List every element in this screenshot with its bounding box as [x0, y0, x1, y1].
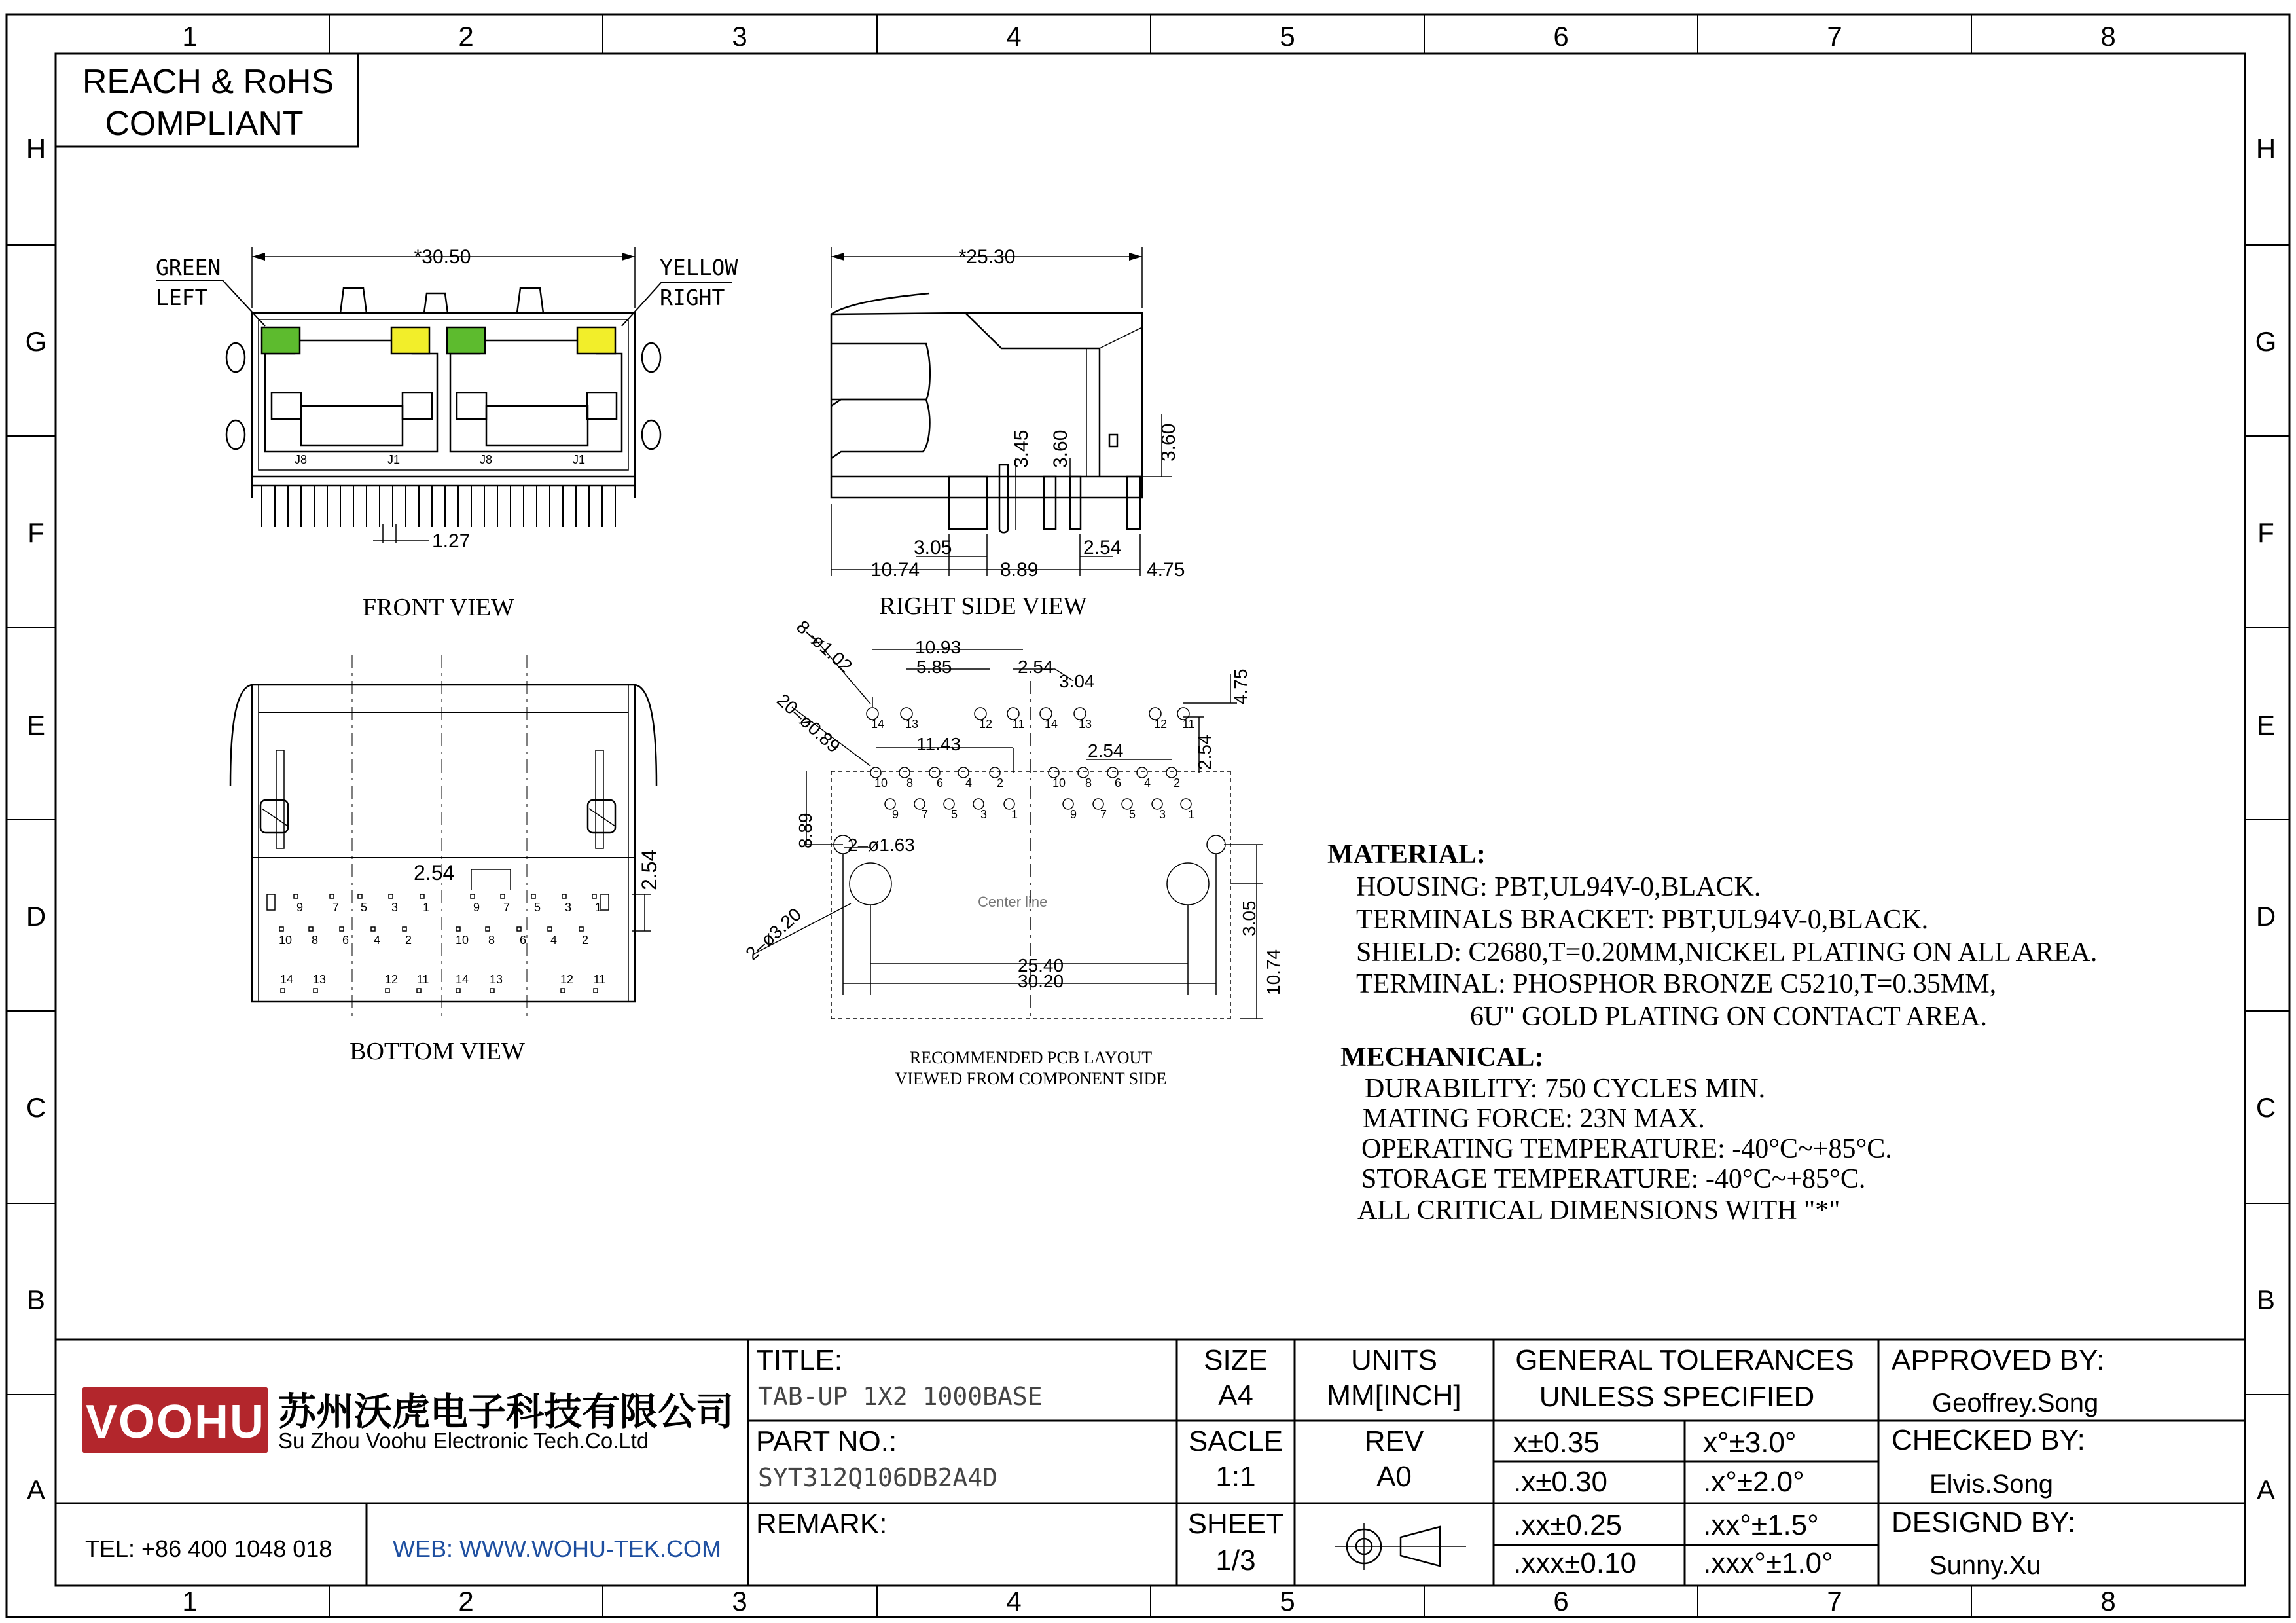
design-label: DESIGND BY:: [1892, 1506, 2076, 1539]
pcb-centerline-label: Center line: [978, 894, 1048, 910]
row-label-left: G: [25, 326, 47, 357]
pcb-pin-label: 11: [1182, 718, 1195, 731]
pcb-pin-label: 5: [1128, 808, 1136, 821]
part-value: SYT312Q106DB2A4D: [758, 1463, 998, 1492]
bottom-pin-pad: [517, 927, 521, 931]
units-value: MM[INCH]: [1327, 1379, 1462, 1412]
row-label-right: C: [2255, 1092, 2276, 1123]
bottom-pin-pad: [389, 894, 393, 898]
scale-value: 1:1: [1215, 1461, 1256, 1493]
bottom-pin-label: 9: [473, 901, 480, 914]
bottom-pin-label: 14: [455, 973, 469, 986]
bottom-pin-label: 4: [373, 934, 381, 947]
material-line: TERMINAL: PHOSPHOR BRONZE C5210,T=0.35MM,: [1356, 969, 1997, 999]
mechanical-line: ALL CRITICAL DIMENSIONS WITH "*": [1357, 1195, 1840, 1226]
col-label-top: 2: [458, 21, 474, 52]
row-label-left: F: [27, 517, 45, 548]
bottom-pin-pad: [579, 927, 583, 931]
pcb-pin-label: 12: [978, 718, 993, 731]
title-value: TAB-UP 1X2 1000BASE: [758, 1382, 1043, 1411]
side-depth-dim: *25.30: [958, 246, 1016, 268]
bottom-pin-label: 11: [593, 973, 606, 986]
front-j1-left: J1: [387, 453, 401, 466]
part-label: PART NO.:: [756, 1425, 897, 1457]
pcb-dim-3020: 30.20: [1018, 971, 1064, 991]
right-label: RIGHT: [660, 285, 725, 310]
tolerance-line2: UNLESS SPECIFIED: [1539, 1381, 1815, 1413]
title-label: TITLE:: [756, 1344, 843, 1376]
bottom-pin-label: 6: [519, 934, 527, 947]
row-label-left: A: [26, 1474, 46, 1505]
bottom-pin-pad: [294, 894, 298, 898]
material-line: HOUSING: PBT,UL94V-0,BLACK.: [1356, 872, 1761, 902]
pcb-pin-label: 3: [980, 808, 988, 821]
sheet-value: 1/3: [1215, 1544, 1256, 1577]
bottom-pin-pad: [562, 894, 566, 898]
bottom-pin-label: 4: [550, 934, 558, 947]
bottom-pin-label: 3: [564, 901, 572, 914]
compliance-box: [56, 54, 358, 147]
bottom-pin-pad: [471, 894, 475, 898]
bottom-pin-label: 9: [296, 901, 304, 914]
pcb-pin-label: 2: [996, 776, 1004, 790]
right-side-view: [831, 247, 1172, 576]
row-label-left: B: [26, 1285, 46, 1315]
pcb-dim-254c: 2.54: [1088, 740, 1124, 761]
bottom-pin-pad: [417, 989, 421, 993]
tol-linear: .x±0.30: [1513, 1466, 1608, 1498]
pcb-pin-label: 6: [936, 776, 944, 790]
bottom-pin-label: 7: [332, 901, 340, 914]
mechanical-line: STORAGE TEMPERATURE: -40°C~+85°C.: [1361, 1164, 1866, 1194]
pcb-pin-label: 14: [1044, 718, 1058, 731]
col-label-top: 5: [1280, 21, 1295, 52]
tolerance-line1: GENERAL TOLERANCES: [1515, 1344, 1854, 1376]
col-label-bottom: 7: [1827, 1586, 1842, 1616]
company-name-en: Su Zhou Voohu Electronic Tech.Co.Ltd: [278, 1429, 649, 1453]
pcb-hole3-label: 2–ø1.63: [848, 835, 915, 855]
voohu-logo: [82, 1387, 268, 1453]
pcb-pin-label: 6: [1114, 776, 1122, 790]
bottom-pin-label: 13: [312, 973, 327, 986]
pcb-layout-labels: [742, 616, 1283, 1088]
bottom-pin-pad: [371, 927, 375, 931]
tol-linear: .xxx±0.10: [1513, 1547, 1637, 1579]
front-pitch-dim: 1.27: [432, 530, 471, 552]
pcb-layout: [753, 635, 1263, 1019]
bottom-pin-pad: [531, 894, 535, 898]
side-dim-360a: 3.60: [1050, 429, 1071, 468]
bottom-pin-pad: [592, 894, 596, 898]
front-view: [156, 247, 732, 527]
pcb-pin-label: 7: [921, 808, 929, 821]
sheet-label: SHEET: [1187, 1508, 1284, 1540]
compliance-line1: REACH & RoHS: [82, 63, 334, 101]
pcb-dim-585: 5.85: [916, 657, 952, 677]
bottom-pin-label: 8: [488, 934, 495, 947]
bottom-pin-pad: [456, 989, 460, 993]
material-heading: MATERIAL:: [1327, 839, 1486, 869]
col-label-bottom: 3: [732, 1586, 747, 1616]
bottom-pin-pad: [594, 989, 598, 993]
pcb-pin-label: 13: [905, 718, 919, 731]
tol-linear: x±0.35: [1513, 1427, 1600, 1459]
pcb-pin-label: 9: [1069, 808, 1077, 821]
bottom-pin-pad: [358, 894, 362, 898]
row-label-right: B: [2256, 1285, 2276, 1315]
pcb-hole4-label: 2–ø3.20: [742, 903, 806, 964]
green-led-right: [447, 327, 485, 354]
col-label-top: 6: [1553, 21, 1569, 52]
col-label-top: 8: [2100, 21, 2116, 52]
pcb-pin-label: 8: [1085, 776, 1092, 790]
col-label-bottom: 1: [182, 1586, 198, 1616]
mechanical-heading: MECHANICAL:: [1340, 1042, 1544, 1072]
remark-label: REMARK:: [756, 1508, 888, 1540]
bottom-row-dim: 2.54: [637, 849, 661, 890]
side-dim-360b: 3.60: [1158, 423, 1179, 462]
pcb-dim-254a: 2.54: [1018, 657, 1054, 677]
side-dim-254: 2.54: [1083, 537, 1122, 558]
row-label-right: E: [2256, 710, 2276, 740]
bottom-pin-label: 5: [533, 901, 541, 914]
pcb-hole1-label: 8–ø1.02: [792, 616, 857, 677]
rev-value: A0: [1376, 1461, 1412, 1493]
checked-value: Elvis.Song: [1929, 1470, 2053, 1499]
tol-angular: x°±3.0°: [1703, 1427, 1797, 1459]
pcb-pin-label: 5: [950, 808, 958, 821]
bottom-pin-label: 14: [279, 973, 294, 986]
tol-linear: .xx±0.25: [1513, 1509, 1623, 1541]
col-label-bottom: 5: [1280, 1586, 1295, 1616]
bottom-pin-label: 13: [489, 973, 503, 986]
bottom-pin-label: 6: [342, 934, 350, 947]
title-block: [56, 1340, 2245, 1586]
projection-symbol-icon: [1335, 1523, 1466, 1570]
scale-label: SACLE: [1188, 1425, 1283, 1457]
row-label-left: D: [26, 901, 46, 932]
row-label-right: F: [2257, 517, 2274, 548]
size-value: A4: [1218, 1379, 1253, 1412]
bottom-pin-pad: [281, 989, 285, 993]
bottom-pin-label: 2: [581, 934, 589, 947]
pcb-dim-2540: 25.40: [1018, 955, 1064, 976]
rev-label: REV: [1364, 1425, 1424, 1457]
pcb-pin-label: 10: [874, 776, 888, 790]
row-label-right: G: [2255, 326, 2277, 357]
front-width-dim: *30.50: [414, 246, 471, 268]
bottom-view: [230, 655, 656, 1021]
side-dim-305: 3.05: [914, 537, 952, 558]
pcb-pin-label: 13: [1078, 718, 1092, 731]
side-dim-889: 8.89: [1000, 559, 1039, 581]
pcb-pin-label: 1: [1187, 808, 1195, 821]
pcb-caption-line1: RECOMMENDED PCB LAYOUT: [909, 1048, 1153, 1067]
row-label-left: E: [26, 710, 46, 740]
yellow-label: YELLOW: [660, 255, 738, 280]
bottom-pin-label: 2: [404, 934, 412, 947]
pcb-dim-475: 4.75: [1230, 668, 1251, 704]
side-dim-1074: 10.74: [870, 559, 920, 581]
tol-angular: .xx°±1.5°: [1703, 1509, 1819, 1541]
col-label-bottom: 2: [458, 1586, 474, 1616]
material-line: TERMINALS BRACKET: PBT,UL94V-0,BLACK.: [1356, 905, 1929, 935]
mechanical-line: MATING FORCE: 23N MAX.: [1363, 1104, 1705, 1134]
bottom-pin-label: 12: [560, 973, 574, 986]
pcb-dim-1093: 10.93: [915, 637, 961, 657]
bottom-pin-label: 1: [422, 901, 430, 914]
front-j8-left: J8: [295, 453, 308, 466]
col-label-top: 4: [1006, 21, 1022, 52]
pcb-dim-1074: 10.74: [1263, 949, 1283, 995]
bottom-pin-label: 8: [311, 934, 319, 947]
yellow-led-left: [391, 327, 429, 354]
row-label-right: H: [2255, 134, 2276, 164]
pcb-pin-label: 3: [1158, 808, 1166, 821]
col-label-bottom: 6: [1553, 1586, 1569, 1616]
bottom-pin-pad: [330, 894, 334, 898]
pcb-pin-label: 1: [1011, 808, 1018, 821]
pcb-pin-label: 4: [1143, 776, 1151, 790]
bottom-pin-label: 7: [503, 901, 511, 914]
row-label-left: C: [26, 1092, 46, 1123]
pcb-pin-label: 10: [1052, 776, 1066, 790]
company-name-cn: 苏州沃虎电子科技有限公司: [278, 1389, 734, 1434]
tol-angular: .xxx°±1.0°: [1703, 1547, 1833, 1579]
frame-labels: [26, 21, 2277, 1616]
bottom-pin-label: 5: [360, 901, 368, 914]
pcb-pin-label: 14: [870, 718, 885, 731]
pcb-pin-label: 12: [1153, 718, 1168, 731]
pcb-pin-label: 9: [891, 808, 899, 821]
material-notes: [1327, 839, 2097, 1032]
col-label-bottom: 4: [1006, 1586, 1022, 1616]
pcb-pin-label: 4: [965, 776, 973, 790]
pcb-dim-889: 8.89: [795, 812, 816, 848]
mechanical-notes: [1340, 1042, 1892, 1226]
bottom-pin-label: 11: [416, 973, 429, 986]
bottom-view-labels: [279, 850, 661, 1065]
bottom-pin-pad: [456, 927, 460, 931]
approved-value: Geoffrey.Song: [1932, 1389, 2099, 1417]
green-label: GREEN: [156, 255, 221, 280]
front-j8-right: J8: [480, 453, 493, 466]
material-line: SHIELD: C2680,T=0.20MM,NICKEL PLATING ON ALL AREA.: [1356, 938, 2098, 968]
right-side-caption: RIGHT SIDE VIEW: [879, 593, 1087, 620]
compliance-line2: COMPLIANT: [105, 105, 304, 143]
pcb-dim-304: 3.04: [1059, 671, 1095, 691]
drawing-frame: [7, 14, 2289, 1617]
right-side-view-labels: [870, 246, 1185, 620]
web-text: WEB: WWW.WOHU-TEK.COM: [393, 1535, 721, 1562]
pcb-pin-label: 8: [906, 776, 914, 790]
bottom-pin-pad: [340, 927, 344, 931]
col-label-bottom: 8: [2100, 1586, 2116, 1616]
bottom-pin-pad: [386, 989, 389, 993]
tol-angular: .x°±2.0°: [1703, 1466, 1804, 1498]
bottom-view-caption: BOTTOM VIEW: [350, 1038, 525, 1065]
green-led-left: [262, 327, 300, 354]
units-label: UNITS: [1351, 1344, 1437, 1376]
bottom-pin-pad: [548, 927, 552, 931]
yellow-led-right: [577, 327, 615, 354]
tel-text: TEL: +86 400 1048 018: [85, 1535, 332, 1562]
material-line: 6U" GOLD PLATING ON CONTACT AREA.: [1470, 1002, 1988, 1032]
side-dim-345: 3.45: [1011, 429, 1032, 468]
col-label-top: 1: [182, 21, 198, 52]
design-value: Sunny.Xu: [1929, 1551, 2041, 1580]
pcb-pin-label: 7: [1100, 808, 1107, 821]
pcb-caption-line2: VIEWED FROM COMPONENT SIDE: [895, 1069, 1167, 1088]
pcb-pin-label: 11: [1012, 718, 1025, 731]
row-label-left: H: [26, 134, 46, 164]
bottom-pitch-dim: 2.54: [414, 861, 455, 884]
bottom-pin-label: 1: [594, 901, 602, 914]
bottom-pin-pad: [403, 927, 406, 931]
size-label: SIZE: [1204, 1344, 1268, 1376]
mechanical-line: OPERATING TEMPERATURE: -40°C~+85°C.: [1361, 1134, 1892, 1164]
front-j1-right: J1: [573, 453, 586, 466]
bottom-pin-label: 3: [391, 901, 399, 914]
bottom-pin-label: 10: [455, 934, 469, 947]
bottom-pin-pad: [486, 927, 490, 931]
mechanical-line: DURABILITY: 750 CYCLES MIN.: [1365, 1074, 1766, 1104]
pcb-hole2-label: 20–ø0.89: [772, 689, 844, 757]
bottom-pin-label: 10: [278, 934, 293, 947]
left-label: LEFT: [156, 285, 208, 310]
side-dim-475: 4.75: [1147, 559, 1185, 581]
pcb-pin-label: 2: [1173, 776, 1181, 790]
bottom-pin-pad: [279, 927, 283, 931]
front-view-caption: FRONT VIEW: [363, 594, 514, 621]
bottom-pin-label: 12: [384, 973, 399, 986]
bottom-pin-pad: [490, 989, 494, 993]
approved-label: APPROVED BY:: [1892, 1344, 2105, 1376]
checked-label: CHECKED BY:: [1892, 1424, 2085, 1456]
pcb-dim-254b: 2.54: [1194, 734, 1215, 770]
bottom-pin-pad: [420, 894, 424, 898]
logo-text: VOOHU: [85, 1396, 266, 1448]
pcb-dim-1143: 11.43: [916, 734, 961, 754]
bottom-pin-pad: [501, 894, 505, 898]
bottom-pin-pad: [561, 989, 565, 993]
col-label-top: 7: [1827, 21, 1842, 52]
pcb-dim-305: 3.05: [1239, 900, 1259, 936]
bottom-pin-pad: [309, 927, 313, 931]
row-label-right: A: [2256, 1474, 2276, 1505]
row-label-right: D: [2255, 901, 2276, 932]
bottom-pin-pad: [314, 989, 317, 993]
col-label-top: 3: [732, 21, 747, 52]
